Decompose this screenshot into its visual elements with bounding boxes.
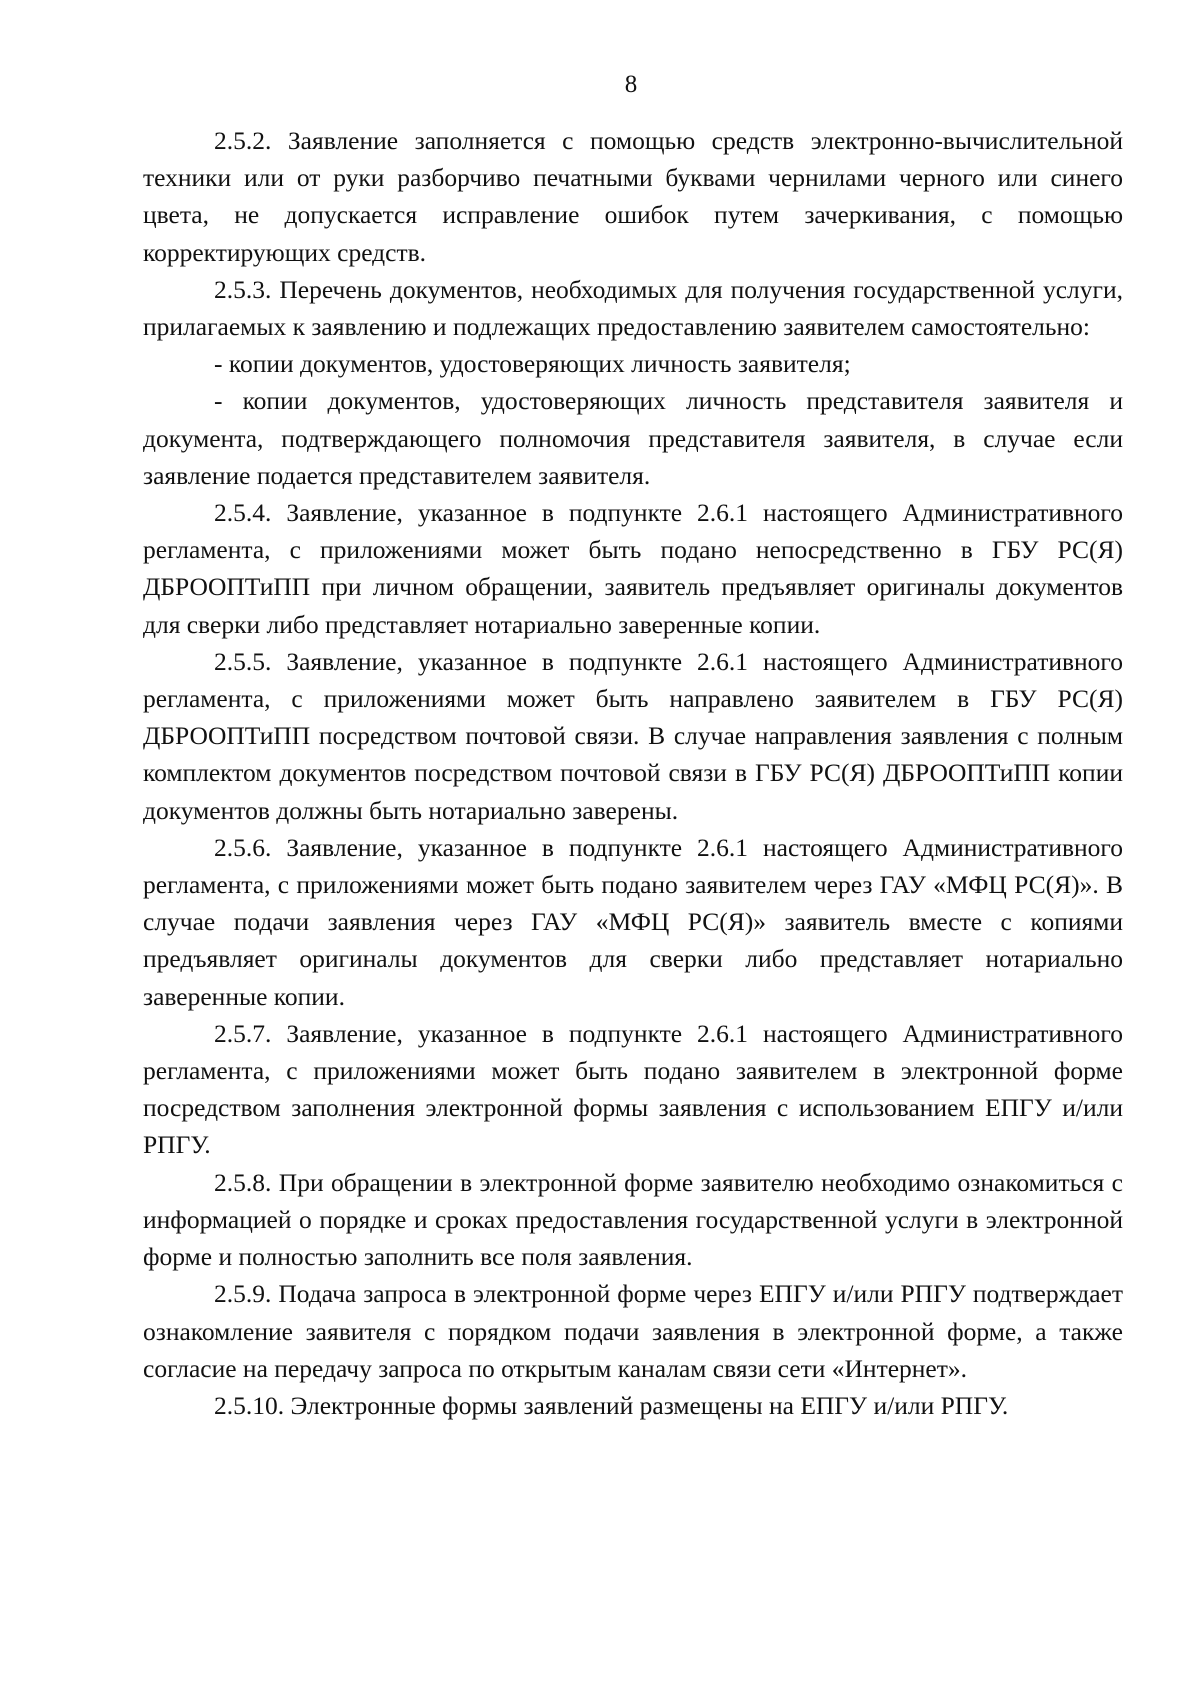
document-body (143, 122, 1123, 1424)
paragraph-2-5-10: 2.5.10. Электронные формы заявлений размещены на ЕПГУ и/или РПГУ. (214, 1390, 1009, 1420)
paragraph-2-5-2: 2.5.2. Заявление заполняется с помощью средств электронно-вычислительной техники или от руки разборчиво печатными буквами чернилами черного или синего цвета, не допускается исправление ошибок путем зачеркивания, с помощью корректирующих средств. (143, 126, 1123, 267)
paragraph-2-5-4: 2.5.4. Заявление, указанное в подпункте 2.6.1 настоящего Административного регламента, с приложениями может быть подано непосредственно в ГБУ РС(Я) ДБРООПТиПП при личном обращении, заявитель предъявляет оригиналы документов для сверки либо представляет нотариально заверенные копии. (143, 498, 1123, 639)
page-number: 8 (624, 71, 638, 98)
paragraph-2-5-6: 2.5.6. Заявление, указанное в подпункте 2.6.1 настоящего Административного регламента, с приложениями может быть подано заявителем через ГАУ «МФЦ РС(Я)». В случае подачи заявления через ГАУ «МФЦ РС(Я)» заявитель вместе с копиями предъявляет оригиналы документов для сверки либо представляет нотариально заверенные копии. (143, 832, 1123, 1011)
list-item-applicant-id-copies: - копии документов, удостоверяющих личность заявителя; (214, 349, 851, 379)
paragraph-2-5-3: 2.5.3. Перечень документов, необходимых для получения государственной услуги, прилагаемых к заявлению и подлежащих предоставлению заявителем самостоятельно: (143, 274, 1123, 342)
paragraph-2-5-7: 2.5.7. Заявление, указанное в подпункте 2.6.1 настоящего Административного регламента, с приложениями может быть подано заявителем в электронной форме посредством заполнения электронной формы заявления с использованием ЕПГУ и/или РПГУ. (143, 1018, 1123, 1160)
paragraph-2-5-8: 2.5.8. При обращении в электронной форме заявителю необходимо ознакомиться с информацией о порядке и сроках предоставления государственной услуги в электронной форме и полностью заполнить все поля заявления. (143, 1167, 1123, 1272)
paragraph-2-5-9: 2.5.9. Подача запроса в электронной форме через ЕПГУ и/или РПГУ подтверждает ознакомление заявителя с порядком подачи заявления в электронной форме, а также согласие на передачу запроса по открытым каналам связи сети «Интернет». (143, 1279, 1123, 1383)
list-item-representative-copies: - копии документов, удостоверяющих личность представителя заявителя и документа, подтверждающего полномочия представителя заявителя, в случае если заявление подается представителем заявителя. (143, 386, 1123, 490)
paragraph-2-5-5: 2.5.5. Заявление, указанное в подпункте 2.6.1 настоящего Административного регламента, с приложениями может быть направлено заявителем в ГБУ РС(Я) ДБРООПТиПП посредством почтовой связи. В случае направления заявления с полным комплектом документов посредством почтовой связи в ГБУ РС(Я) ДБРООПТиПП копии документов должны быть нотариально заверены. (143, 646, 1123, 825)
